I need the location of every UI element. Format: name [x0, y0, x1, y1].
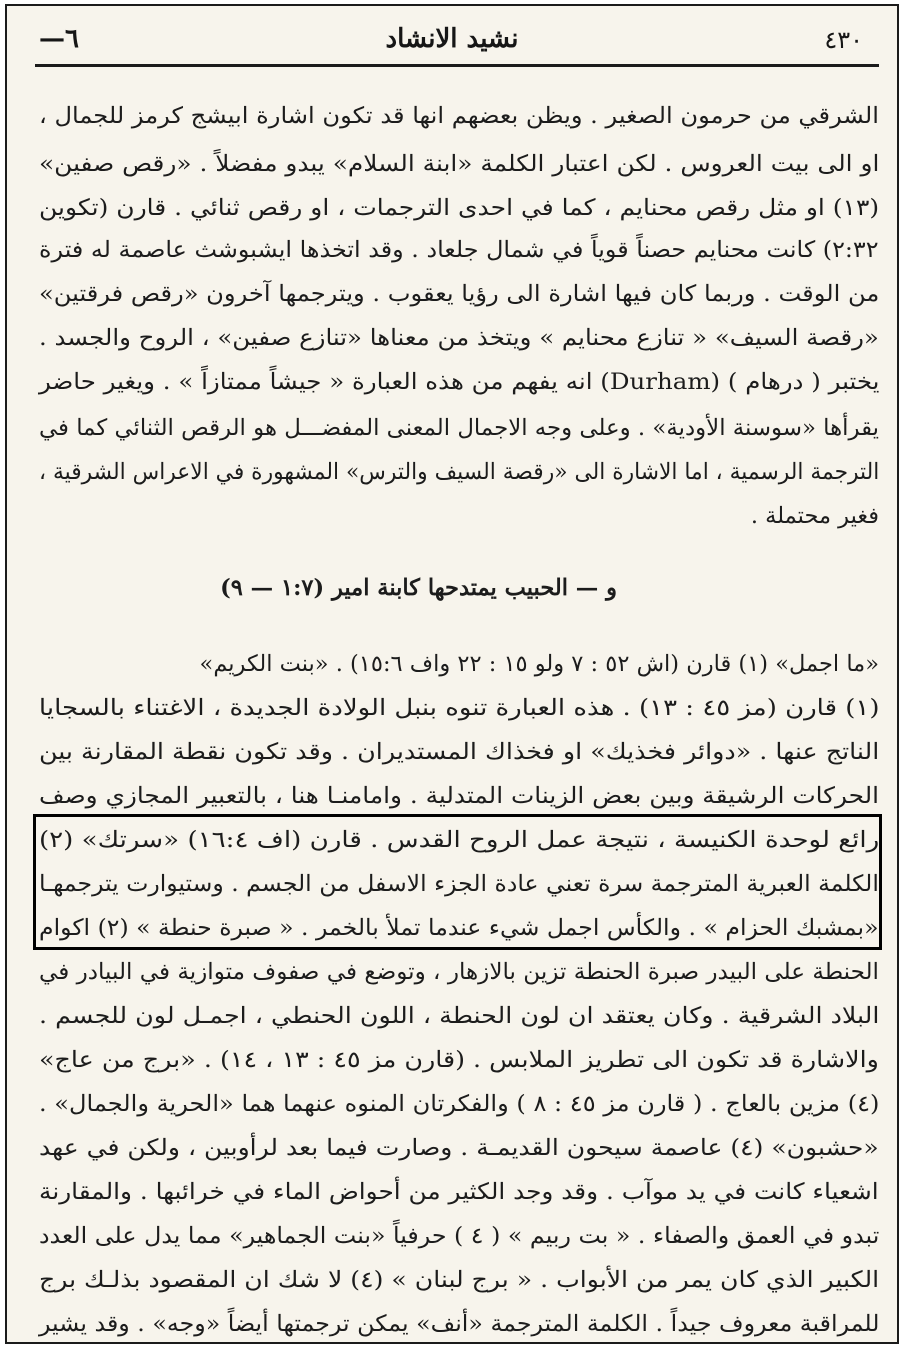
book-page: [5, 4, 899, 1344]
text-line: «حشبون» (٤) عاصمة سيحون القديمـة . وصارت فيما بعد لرأوبين ، ولكن في عهد: [39, 1135, 879, 1161]
text-line: الكلمة العبرية المترجمة سرة تعني عادة الجزء الاسفل من الجسم . وستيوارت يترجمهـا: [39, 871, 879, 897]
header-rule: [35, 64, 879, 67]
text-line: من الوقت . وربما كان فيها اشارة الى رؤيا يعقوب . ويترجمها آخرون «رقص فرقتين»: [38, 281, 879, 307]
text-line: الشرقي من حرمون الصغير . ويظن بعضهم انها قد تكون اشارة ابيشج كرمز للجمال ،: [39, 103, 879, 129]
text-line: ٢:٣٢) كانت محنايم حصناً قوياً في شمال جلعاد . وقد اتخذها ايشبوشث عاصمة له فترة: [39, 237, 879, 263]
chapter-marker: —٦: [39, 24, 79, 54]
text-line: «بمشبك الحزام » . والكأس اجمل شيء عندما تملأ بالخمر . « صبرة حنطة » (٢) اكوام: [39, 915, 880, 941]
text-line: يقرأها «سوسنة الأودية» . وعلى وجه الاجمال المعنى المفضـــل هو الرقص الثنائي كما في: [38, 415, 879, 441]
text-line: «رقصة السيف» « تنازع محنايم » ويتخذ من معناها «تنازع صفين» ، الروح والجسد .: [39, 325, 879, 351]
text-line: (٤) مزين بالعاج . ( قارن مز ٤٥ : ٨ ) والفكرتان المنوه عنهما هما «الحرية والجمال» .: [38, 1091, 879, 1117]
text-line: البلاد الشرقية . وكان يعتقد ان لون الحنطة ، اللون الحنطي ، اجمـل لون للجسم .: [38, 1003, 879, 1029]
text-line: الحنطة على البيدر صبرة الحنطة تزين بالازهار ، وتوضع في صفوف متوازية في البيادر في: [39, 959, 879, 985]
running-title: نشيد الانشاد: [385, 24, 519, 54]
text-line: تبدو في العمق والصفاء . « بت ربيم » ( ٤ ) حرفياً «بنت الجماهير» مما يدل على العدد: [38, 1223, 879, 1249]
highlight-box: [33, 814, 882, 950]
section-heading: و — الحبيب يمتدحها كابنة امير (١:٧ — ٩): [220, 575, 617, 601]
text-line: «ما اجمل» (١) قارن (اش ٥٢ : ٧ ولو ١٥ : ٢٢ واف ١٥:٦) . «بنت الكريم»: [199, 651, 879, 677]
text-line: فغير محتملة .: [750, 503, 879, 529]
text-line: اشعياء كانت في يد موآب . وقد وجد الكثير من أحواض الماء في خرائبها . والمقارنة: [39, 1179, 879, 1205]
text-line: للمراقبة معروف جيداً . الكلمة المترجمة «أنف» يمكن ترجمتها أيضاً «وجه» . وقد يشير: [38, 1311, 879, 1337]
text-line: الناتج عنها . «دوائر فخذيك» او فخذاك المستديران . وقد تكون نقطة المقارنة بين: [38, 739, 879, 765]
text-line: والاشارة قد تكون الى تطريز الملابس . (قارن مز ٤٥ : ١٣ ، ١٤) . «برج من عاج»: [39, 1047, 879, 1073]
page-header: [35, 20, 869, 60]
text-line: الترجمة الرسمية ، اما الاشارة الى «رقصة السيف والترس» المشهورة في الاعراس الشرقية ،: [38, 459, 879, 485]
text-line: الحركات الرشيقة وبين بعض الزينات المتدلية . وامامنـا هنا ، بالتعبير المجازي وصف: [38, 783, 879, 809]
text-line: او الى بيت العروس . لكن اعتبار الكلمة «ابنة السلام» يبدو مفضلاً . «رقص صفين»: [38, 151, 879, 177]
page-number: ٤٣٠: [824, 26, 863, 54]
text-line: الكبير الذي كان يمر من الأبواب . « برج لبنان » (٤) لا شك ان المقصود بذلـك برج: [38, 1267, 879, 1293]
text-line: (١٣) او مثل رقص محنايم ، كما في احدى الترجمات ، او رقص ثنائي . قارن (تكوين: [38, 195, 879, 221]
text-line: يختبر ( درهام ) (Durham) انه يفهم من هذه العبارة « جيشاً ممتازاً » . ويغير حاضر: [38, 369, 879, 395]
text-line: (١) قارن (مز ٤٥ : ١٣) . هذه العبارة تنوه بنبل الولادة الجديدة ، الاغتناء بالسجايا: [38, 695, 879, 721]
text-line: رائع لوحدة الكنيسة ، نتيجة عمل الروح القدس . قارن (اف ١٦:٤) «سرتك» (٢): [38, 827, 880, 853]
